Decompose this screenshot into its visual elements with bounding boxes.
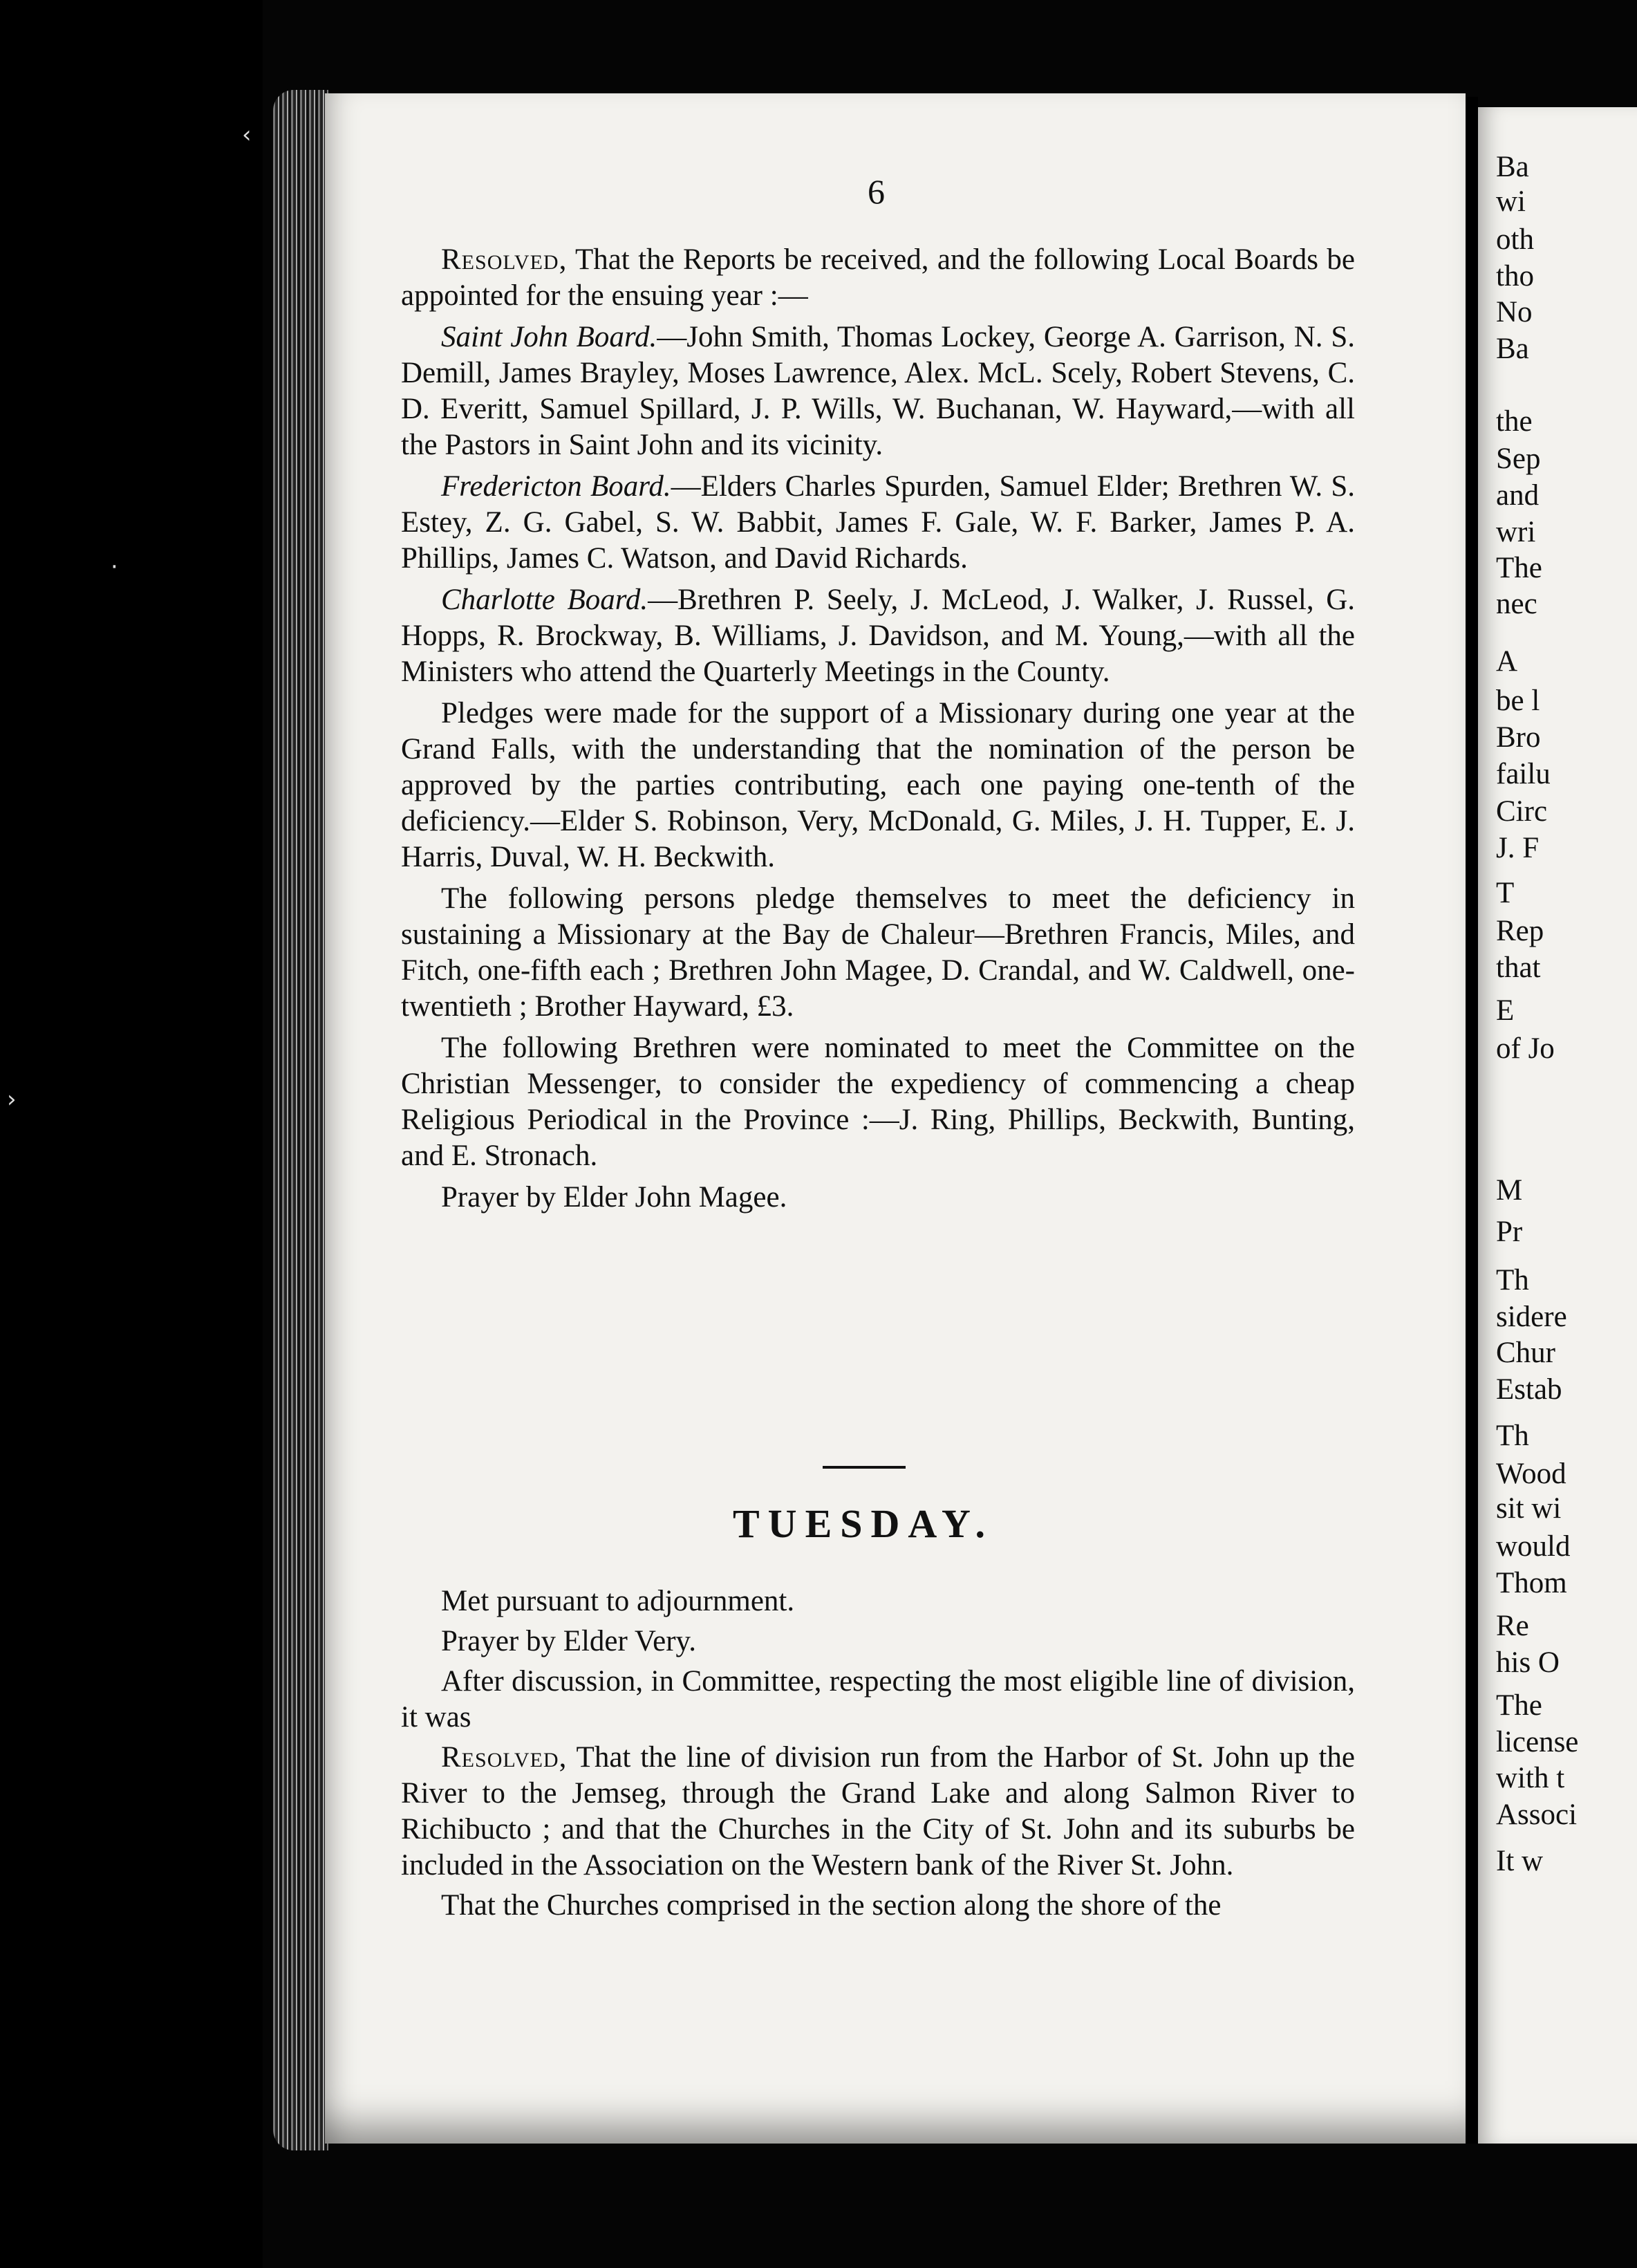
paragraph-lead: Charlotte Board. — [441, 584, 648, 616]
paragraph-text: —John Smith, Thomas Lockey, George A. Garrison, N. S. Demill, James Brayley, Moses Lawrence, Alex. McL. Scely, Robert Stevens, C. D. Everitt, Samuel Spillard, J. P. Wills, W. Buchanan, W. Hayward,—with all the Pastors in Saint John and its vicinity. — [401, 321, 1356, 461]
right-book-page — [1478, 107, 1637, 2144]
right-page-text-fragment: Rep — [1496, 915, 1544, 947]
right-page-text-fragment: Sep — [1496, 443, 1541, 475]
paragraph — [401, 242, 1355, 314]
paragraph-text: —Brethren P. Seely, J. McLeod, J. Walker, J. Russel, G. Hopps, R. Brockway, B. Williams, J. Davidson, and M. Young,—with all the Ministers who attend the Quarterly Meetings in the County. — [401, 584, 1355, 688]
book-page-edges — [273, 90, 328, 2150]
paragraph — [401, 1664, 1355, 1736]
paragraph-text: Met pursuant to adjournment. — [441, 1585, 795, 1617]
paragraph — [401, 696, 1355, 875]
right-page-text-fragment: A — [1496, 645, 1518, 678]
right-page-text-fragment: The — [1496, 552, 1542, 584]
right-page-text-fragment: would — [1496, 1530, 1571, 1563]
right-page-text-fragment: wri — [1496, 516, 1536, 548]
right-page-text-fragment: sit wi — [1496, 1492, 1562, 1525]
paragraph-lead: Saint John Board. — [441, 321, 657, 353]
paragraph — [401, 1624, 1355, 1660]
paragraph — [401, 1583, 1355, 1619]
right-page-text-fragment: Circ — [1496, 795, 1548, 828]
text-block-bottom — [401, 1583, 1355, 1924]
right-page-text-fragment: Ba — [1496, 151, 1529, 183]
right-page-text-fragment: E — [1496, 994, 1515, 1027]
right-page-text-fragment: license — [1496, 1726, 1579, 1758]
paragraph-text: The following persons pledge themselves to meet the deficiency in sustaining a Missionary at the Bay de Chaleur—Brethren Francis, Miles, and Fitch, one-fifth each ; Brethren John Magee, D. Crandal, and W. Caldwell, one-twentieth ; Brother Hayward, £3. — [401, 882, 1355, 1023]
right-page-text-fragment: Th — [1496, 1420, 1529, 1452]
right-page-text-fragment: It w — [1496, 1845, 1544, 1877]
right-page-text-fragment: oth — [1496, 223, 1534, 256]
section-divider-rule — [823, 1466, 906, 1469]
right-page-text-fragment: Estab — [1496, 1373, 1562, 1406]
paragraph — [401, 1888, 1355, 1924]
scan-artifact-mark: ‹ — [242, 121, 252, 149]
right-page-text-fragment: No — [1496, 296, 1533, 328]
paragraph-lead: Resolved, — [441, 243, 568, 276]
scan-artifact-mark: · — [111, 553, 118, 581]
book-gutter — [1466, 97, 1478, 2144]
paragraph-text: That the line of division run from the Harbor of St. John up the River to the Jemseg, through the Grand Lake and along Salmon River to Richibucto ; and that the Churches in the City of St. John and its suburbs be included in the Association on the Western bank of the River St. John. — [401, 1741, 1355, 1881]
right-page-text-fragment: be l — [1496, 685, 1540, 717]
right-page-text-fragment: Thom — [1496, 1567, 1567, 1599]
right-page-text-fragment: Th — [1496, 1264, 1529, 1296]
text-block-top — [401, 242, 1355, 1216]
section-heading: TUESDAY. — [733, 1501, 994, 1546]
paragraph-text: —Elders Charles Spurden, Samuel Elder; Brethren W. S. Estey, Z. G. Gabel, S. W. Babbit, James F. Gale, W. F. Barker, James P. A. Phillips, James C. Watson, and David Richards. — [401, 470, 1355, 575]
right-page-text-fragment: sidere — [1496, 1301, 1567, 1333]
paragraph-lead: Fredericton Board. — [441, 470, 671, 503]
right-page-text-fragment: J. F — [1496, 832, 1540, 864]
right-page-text-fragment: and — [1496, 479, 1540, 512]
right-page-text-fragment: of Jo — [1496, 1032, 1555, 1065]
right-page-text-fragment: Ba — [1496, 333, 1529, 365]
paragraph-text: The following Brethren were nominated to meet the Committee on the Christian Messenger, to consider the expediency of commencing a cheap Religious Periodical in the Province :—J. Ring, Phillips, Beckwith, Bunting, and E. Stronach. — [401, 1032, 1355, 1172]
paragraph-text: Prayer by Elder John Magee. — [441, 1181, 787, 1214]
paragraph — [401, 582, 1355, 690]
right-page-text-fragment: Associ — [1496, 1798, 1578, 1831]
right-page-text-fragment: T — [1496, 877, 1515, 909]
right-page-text-fragment: Re — [1496, 1610, 1529, 1642]
right-page-text-fragment: his O — [1496, 1646, 1560, 1679]
paragraph-text: That the Churches comprised in the section along the shore of the — [441, 1889, 1222, 1922]
paragraph — [401, 319, 1355, 463]
right-page-text-fragment: with t — [1496, 1762, 1565, 1794]
right-page-text-fragment: Chur — [1496, 1337, 1555, 1369]
paragraph-text: That the Reports be received, and the following Local Boards be appointed for the ensuing year :— — [401, 243, 1355, 312]
page-number: 6 — [868, 172, 885, 211]
right-page-text-fragment: wi — [1496, 185, 1526, 218]
paragraph — [401, 1030, 1355, 1174]
paragraph — [401, 1740, 1355, 1884]
right-page-text-fragment: Pr — [1496, 1216, 1523, 1248]
paragraph-lead: Resolved, — [441, 1741, 568, 1774]
right-page-text-fragment: the — [1496, 405, 1533, 438]
right-page-text-fragment: M — [1496, 1174, 1523, 1207]
paragraph — [401, 881, 1355, 1025]
paragraph — [401, 1180, 1355, 1216]
paragraph-text: After discussion, in Committee, respecting the most eligible line of division, it was — [401, 1665, 1355, 1733]
right-page-text-fragment: tho — [1496, 260, 1534, 292]
right-page-text-fragment: Wood — [1496, 1458, 1566, 1490]
paragraph-text: Prayer by Elder Very. — [441, 1625, 696, 1657]
right-page-text-fragment: failu — [1496, 758, 1551, 790]
right-page-text-fragment: Bro — [1496, 721, 1541, 754]
scan-background-left — [0, 0, 263, 2268]
paragraph-text: Pledges were made for the support of a Missionary during one year at the Grand Falls, with the understanding that the nomination of the person be approved by the parties contributing, each one paying one-tenth of the deficiency.—Elder S. Robinson, Very, McDonald, G. Miles, J. H. Tupper, E. J. Harris, Duval, W. H. Beckwith. — [401, 697, 1355, 873]
scan-artifact-mark: › — [7, 1086, 17, 1113]
right-page-text-fragment: that — [1496, 951, 1541, 984]
paragraph — [401, 469, 1355, 577]
right-page-text-fragment: nec — [1496, 588, 1537, 620]
right-page-text-fragment: The — [1496, 1689, 1542, 1722]
